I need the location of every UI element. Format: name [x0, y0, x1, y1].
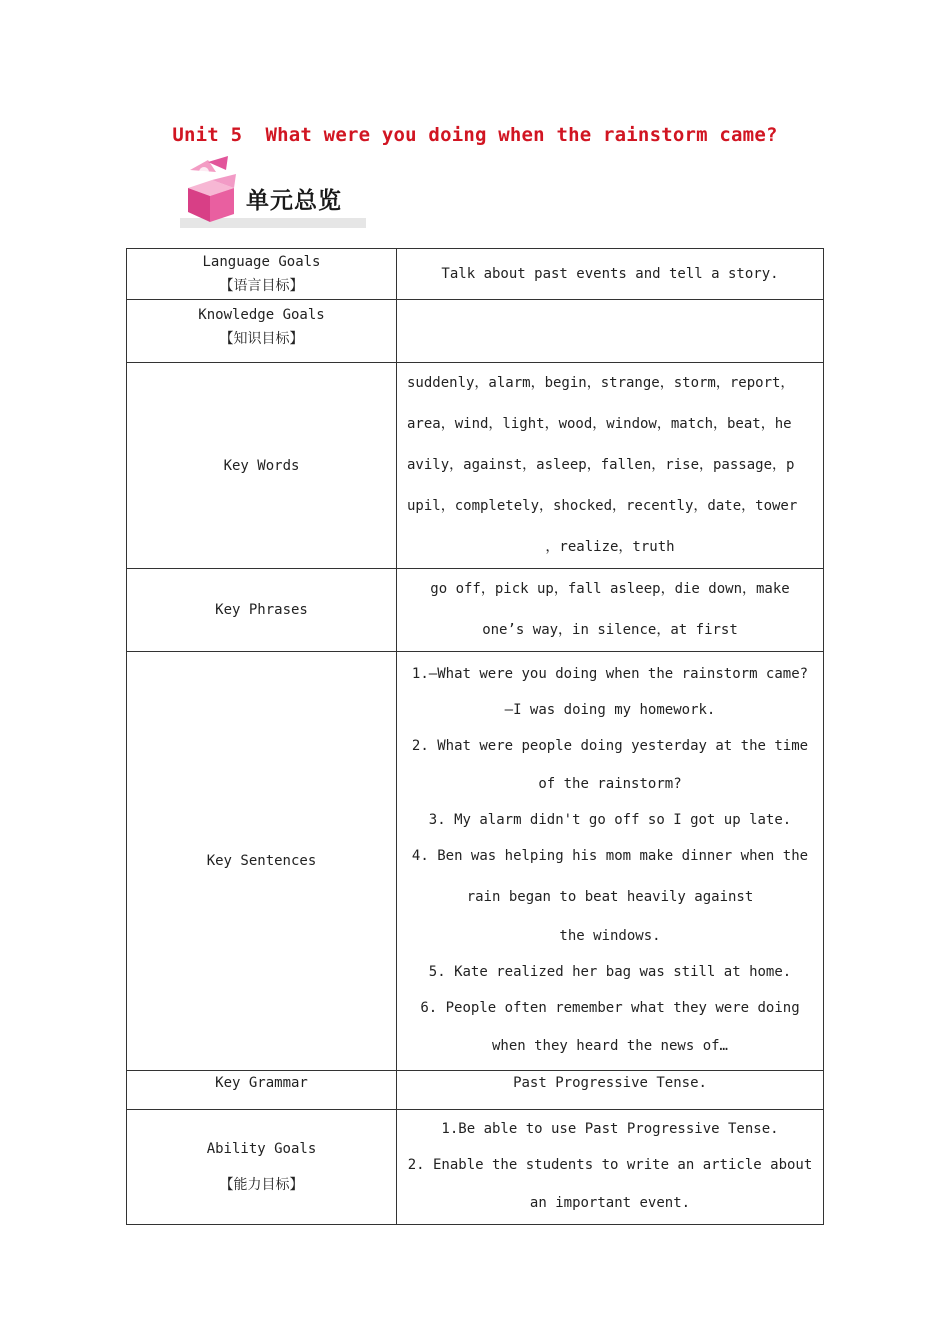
ability-goal-line: 1.Be able to use Past Progressive Tense. [441, 1120, 779, 1137]
key-sentences-label: Key Sentences [127, 652, 397, 1071]
key-sentence-line: the windows. [559, 927, 661, 944]
key-sentence-line: 4. Ben was helping his mom make dinner when the [411, 847, 809, 864]
ability-goals-label-zh: 【能力目标】 [219, 1177, 304, 1193]
table-row [127, 569, 824, 652]
key-phrases-line: one’s way，in silence，at first [482, 622, 738, 638]
key-words-content [397, 363, 824, 569]
key-sentence-line: 5. Kate realized her bag was still at home. [428, 963, 792, 980]
language-goals-label-cell [127, 249, 397, 300]
key-grammar-label: Key Grammar [127, 1071, 397, 1110]
key-sentence-line: —I was doing my homework. [504, 701, 716, 718]
language-goals-label-zh: 【语言目标】 [219, 278, 304, 294]
knowledge-goals-content [397, 300, 824, 363]
table-row [127, 1110, 824, 1225]
key-sentence-line: when they heard the news of… [491, 1037, 728, 1054]
section-heading: 单元总览 [246, 188, 342, 214]
key-sentence-line: 3. My alarm didn't go off so I got up late. [428, 811, 792, 828]
table-row [127, 1071, 824, 1110]
language-goals-label: Language Goals [202, 254, 321, 270]
ability-goals-label: Ability Goals [206, 1141, 317, 1157]
key-grammar-content: Past Progressive Tense. [397, 1071, 824, 1110]
key-words-line: upil，completely，shocked，recently，date，tower [407, 498, 798, 514]
knowledge-goals-label-cell [127, 300, 397, 363]
key-words-line: ，realize，truth [545, 539, 675, 555]
table-row [127, 652, 824, 1071]
key-sentence-line: 2. What were people doing yesterday at the time [411, 737, 809, 754]
ability-goals-label-cell [127, 1110, 397, 1225]
key-words-line: avily，against，asleep，fallen，rise，passage，p [407, 457, 795, 473]
page-title: Unit 5 What were you doing when the rainstorm came? [172, 124, 778, 146]
key-sentence-line: 6. People often remember what they were doing [420, 999, 800, 1016]
knowledge-goals-label: Knowledge Goals [198, 307, 325, 323]
key-phrases-content [397, 569, 824, 652]
table-row [127, 300, 824, 363]
table-row [127, 363, 824, 569]
key-sentence-line: of the rainstorm? [538, 775, 682, 792]
unit-goals-table [126, 248, 824, 1225]
key-words-line: suddenly，alarm，begin，strange，storm，report， [407, 375, 795, 391]
table-row [127, 249, 824, 300]
ability-goals-content [397, 1110, 824, 1225]
key-phrases-line: go off，pick up，fall asleep，die down，make [430, 581, 790, 597]
key-phrases-label: Key Phrases [127, 569, 397, 652]
key-sentences-content [397, 652, 824, 1071]
key-sentence-line: 1.—What were you doing when the rainstorm came? [411, 665, 809, 682]
ability-goal-line: 2. Enable the students to write an article about [407, 1156, 813, 1173]
key-sentence-line: rain began to beat heavily against [466, 888, 754, 905]
key-words-line: area，wind，light，wood，window，match，beat，he [407, 416, 792, 432]
knowledge-goals-label-zh: 【知识目标】 [219, 331, 304, 347]
ability-goal-line: an important event. [529, 1194, 691, 1211]
language-goals-content: Talk about past events and tell a story. [397, 249, 824, 300]
key-words-label: Key Words [127, 363, 397, 569]
section-logo [178, 152, 368, 230]
